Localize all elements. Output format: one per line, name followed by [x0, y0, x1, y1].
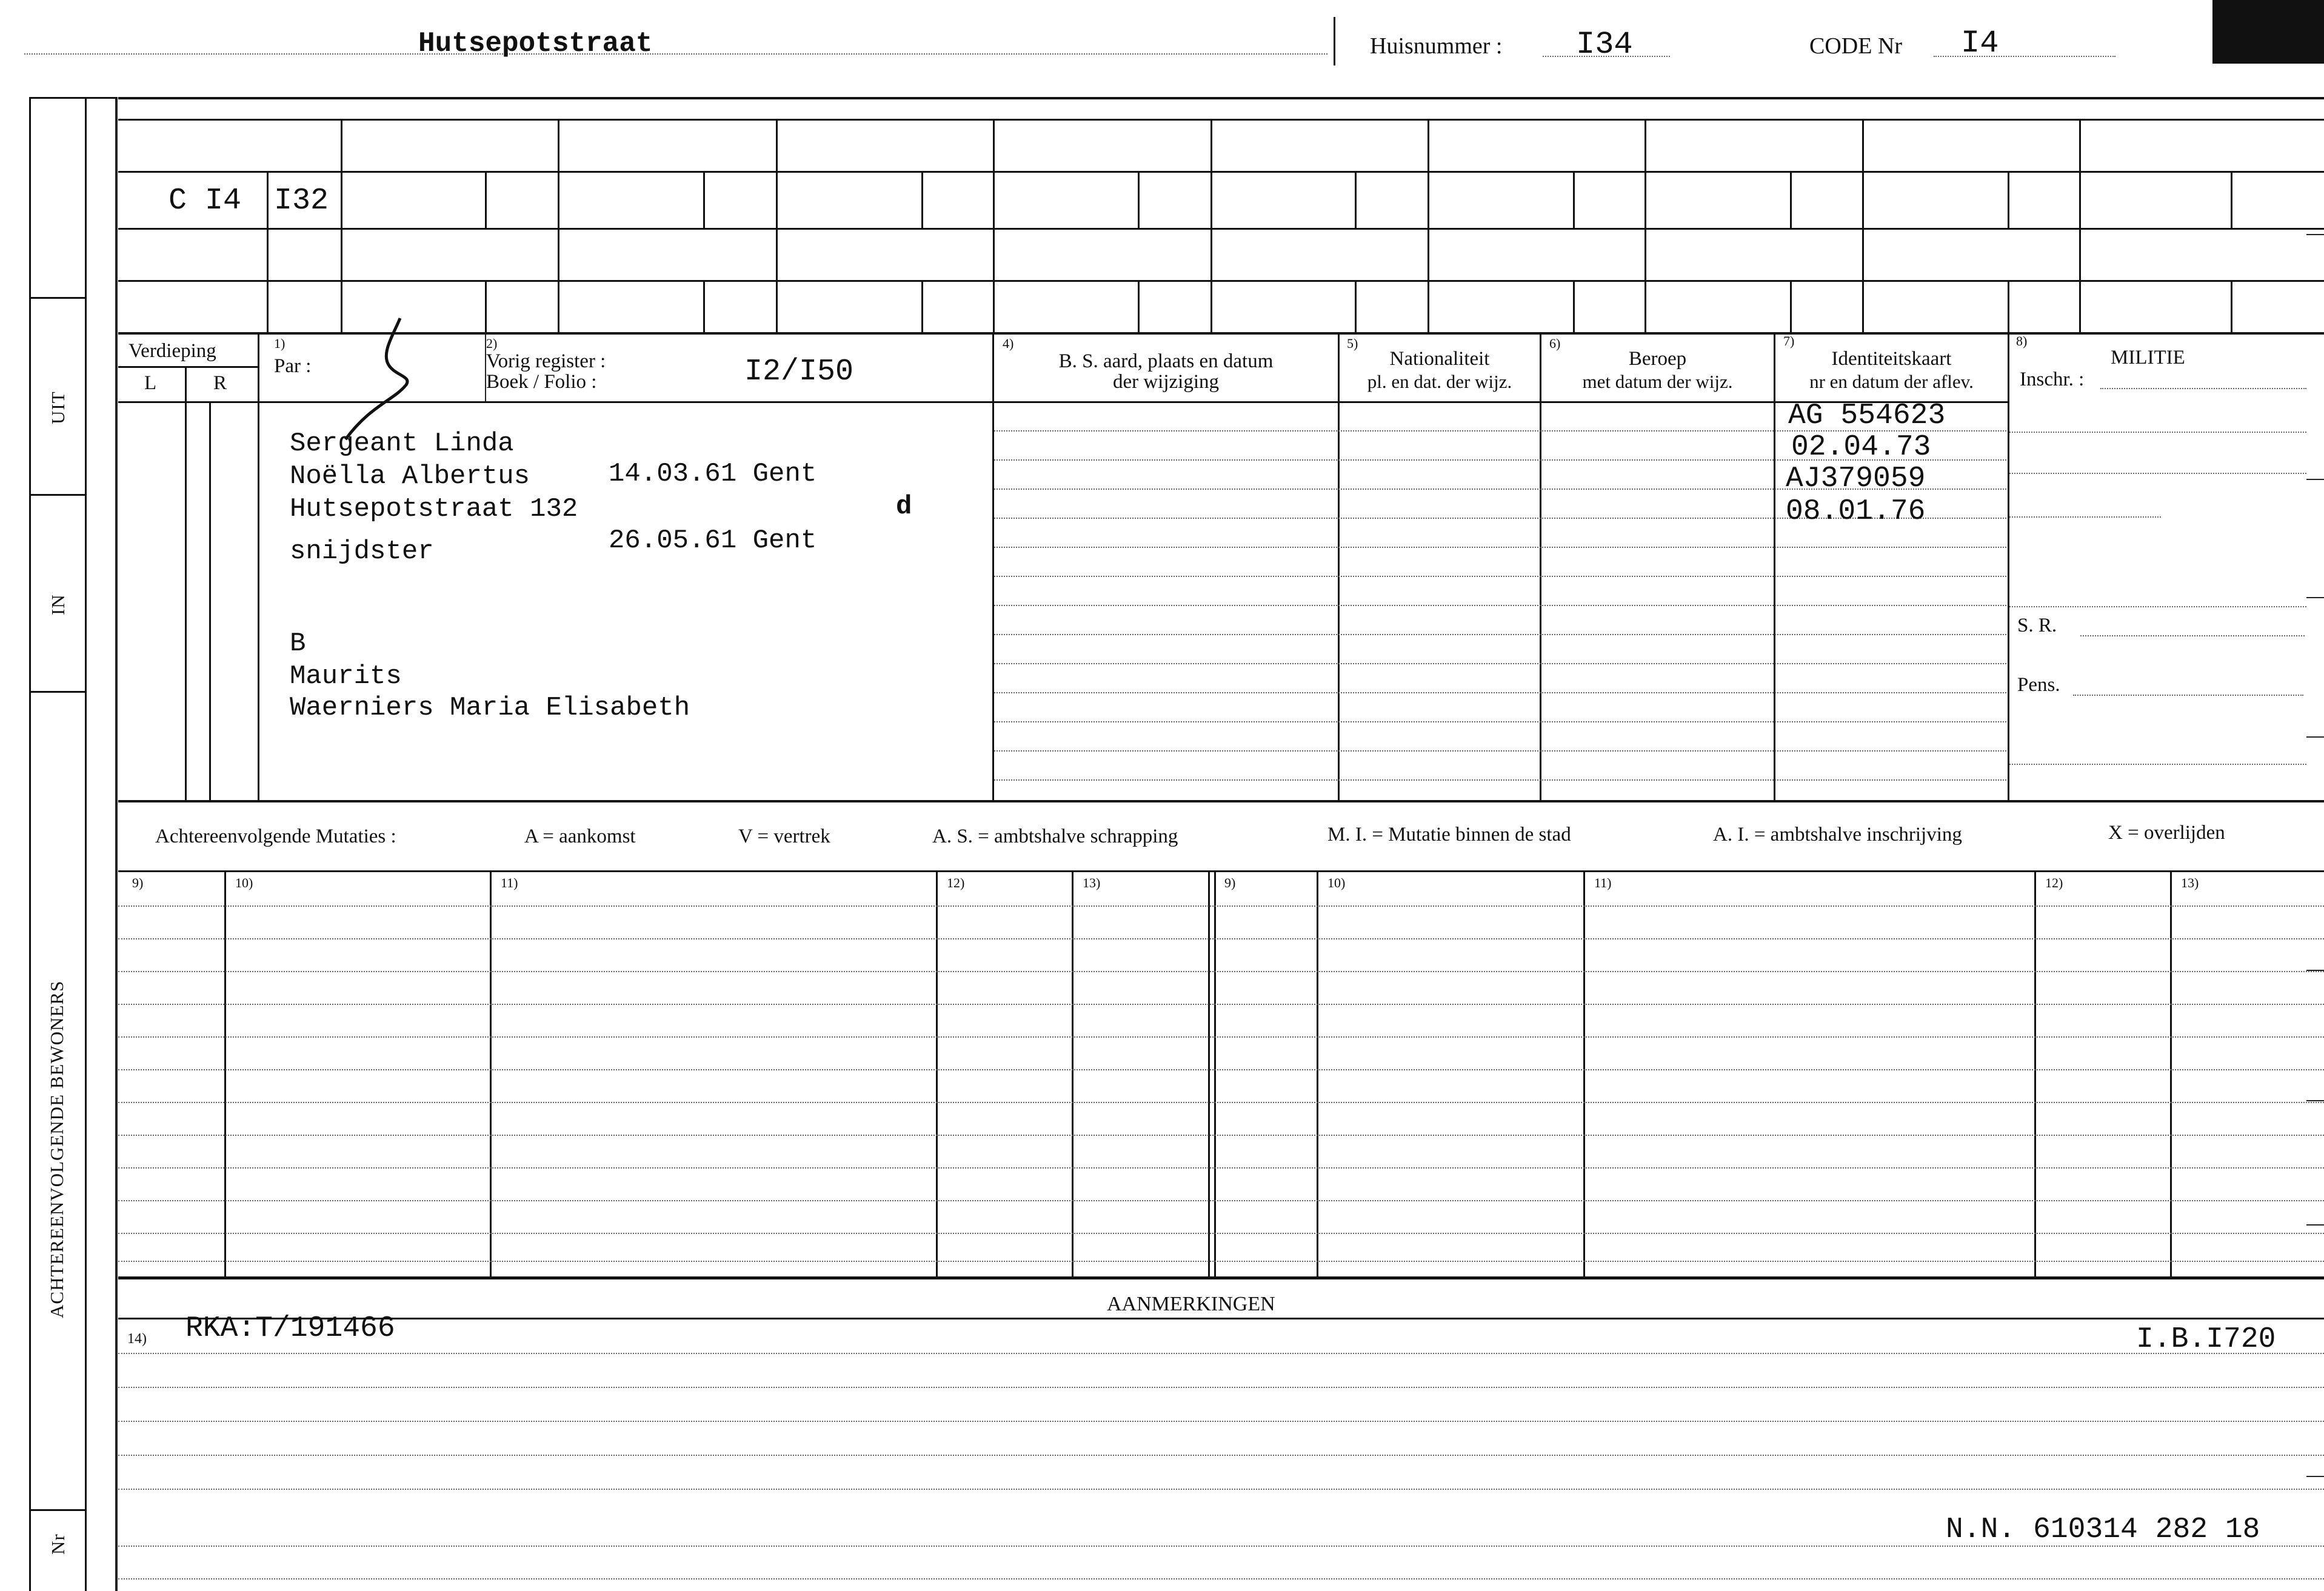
id-line1: Identiteitskaart	[1831, 348, 1952, 370]
left-frame-outer	[29, 97, 31, 1591]
bs-line2: der wijziging	[1112, 371, 1220, 393]
id-card-1: AG 554623	[1788, 399, 1946, 432]
mutation-v: V = vertrek	[738, 826, 830, 847]
person-birth-date: 14.03.61 Gent	[609, 459, 817, 489]
top-grid-code: C I4	[169, 184, 242, 218]
id-card-2: AJ379059	[1786, 462, 1926, 495]
mut-col-9-left: 9)	[132, 875, 144, 890]
col-7-num: 7)	[1783, 333, 1795, 349]
aanmerkingen-num: 14)	[127, 1331, 147, 1347]
mut-col-11-left: 11)	[501, 875, 518, 890]
huisnummer-value: I34	[1576, 27, 1633, 62]
id-line2: nr en datum der aflev.	[1809, 371, 1974, 392]
mutation-a: A = aankomst	[524, 826, 636, 847]
mut-col-12-right: 12)	[2045, 875, 2063, 890]
col-l-label: L	[144, 372, 157, 394]
mutation-ai: A. I. = ambtshalve inschrijving	[1713, 824, 1962, 846]
header	[0, 0, 2324, 91]
person-line2: Noëlla Albertus	[290, 461, 530, 492]
label-nr: Nr	[47, 1533, 68, 1555]
mut-col-9-right: 9)	[1224, 875, 1236, 890]
par-label: Par :	[274, 355, 312, 377]
militie-label: MILITIE	[2111, 347, 2185, 369]
aanmerkingen-rka: RKA:T/191466	[185, 1312, 395, 1345]
beroep-line1: Beroep	[1628, 348, 1687, 370]
aanmerkingen-nn: N.N. 610314 282 18	[1946, 1513, 2260, 1546]
mutation-mi: M. I. = Mutatie binnen de stad	[1327, 824, 1571, 846]
verdieping-label: Verdieping	[129, 340, 216, 362]
person-line7: Waerniers Maria Elisabeth	[290, 693, 690, 723]
mutations-title: Achtereenvolgende Mutaties :	[155, 826, 396, 847]
beroep-line2: met datum der wijz.	[1582, 371, 1733, 392]
left-frame-inner	[85, 97, 87, 1591]
col-6-num: 6)	[1549, 336, 1561, 351]
person-line5: B	[290, 629, 306, 659]
col-1-num: 1)	[274, 336, 285, 351]
code-value: I4	[1961, 25, 1999, 61]
mut-col-10-left: 10)	[235, 875, 253, 890]
id-card-1-date: 02.04.73	[1791, 431, 1931, 464]
col-r-label: R	[213, 372, 227, 394]
mutation-x: X = overlijden	[2108, 822, 2225, 844]
vorig-value: I2/I50	[744, 355, 854, 389]
label-uit: UIT	[47, 391, 68, 424]
mut-col-13-right: 13)	[2181, 875, 2199, 890]
mutation-as: A. S. = ambtshalve schrapping	[932, 826, 1178, 847]
id-card-2-date: 08.01.76	[1786, 495, 1926, 528]
person-line4: snijdster	[290, 536, 434, 567]
nat-line1: Nationaliteit	[1389, 348, 1490, 370]
aanmerkingen-title: AANMERKINGEN	[1107, 1293, 1275, 1315]
col-5-num: 5)	[1347, 336, 1358, 351]
vorig-line1: Vorig register :	[486, 350, 606, 372]
sr-label: S. R.	[2017, 615, 2057, 636]
bs-line1: B. S. aard, plaats en datum	[1058, 350, 1274, 372]
col-4-num: 4)	[1003, 336, 1014, 351]
inschr-label: Inschr. :	[2020, 369, 2085, 390]
code-label: CODE Nr	[1809, 33, 1903, 59]
pens-label: Pens.	[2017, 674, 2060, 696]
mut-col-12-left: 12)	[947, 875, 965, 890]
person-line1: Sergeant Linda	[290, 429, 514, 459]
person-line6: Maurits	[290, 661, 402, 692]
aanmerkingen-ib: I.B.I720	[2136, 1323, 2276, 1356]
mut-col-10-right: 10)	[1327, 875, 1346, 890]
mut-col-13-left: 13)	[1083, 875, 1101, 890]
label-bewoners: ACHTEREENVOLGENDE BEWONERS	[46, 980, 67, 1318]
street-name: Hutsepotstraat	[418, 28, 653, 59]
label-in: IN	[47, 594, 68, 615]
person-mark: d	[896, 492, 912, 522]
person-line3: Hutsepotstraat 132	[290, 494, 578, 524]
person-date2: 26.05.61 Gent	[609, 525, 817, 556]
vorig-line2: Boek / Folio :	[486, 371, 597, 393]
col-2-num: 2)	[486, 336, 498, 351]
top-grid-number: I32	[274, 184, 329, 218]
col-8-num: 8)	[2016, 333, 2028, 349]
nat-line2: pl. en dat. der wijz.	[1367, 371, 1512, 392]
huisnummer-label: Huisnummer :	[1370, 33, 1503, 59]
mut-col-11-right: 11)	[1594, 875, 1612, 890]
